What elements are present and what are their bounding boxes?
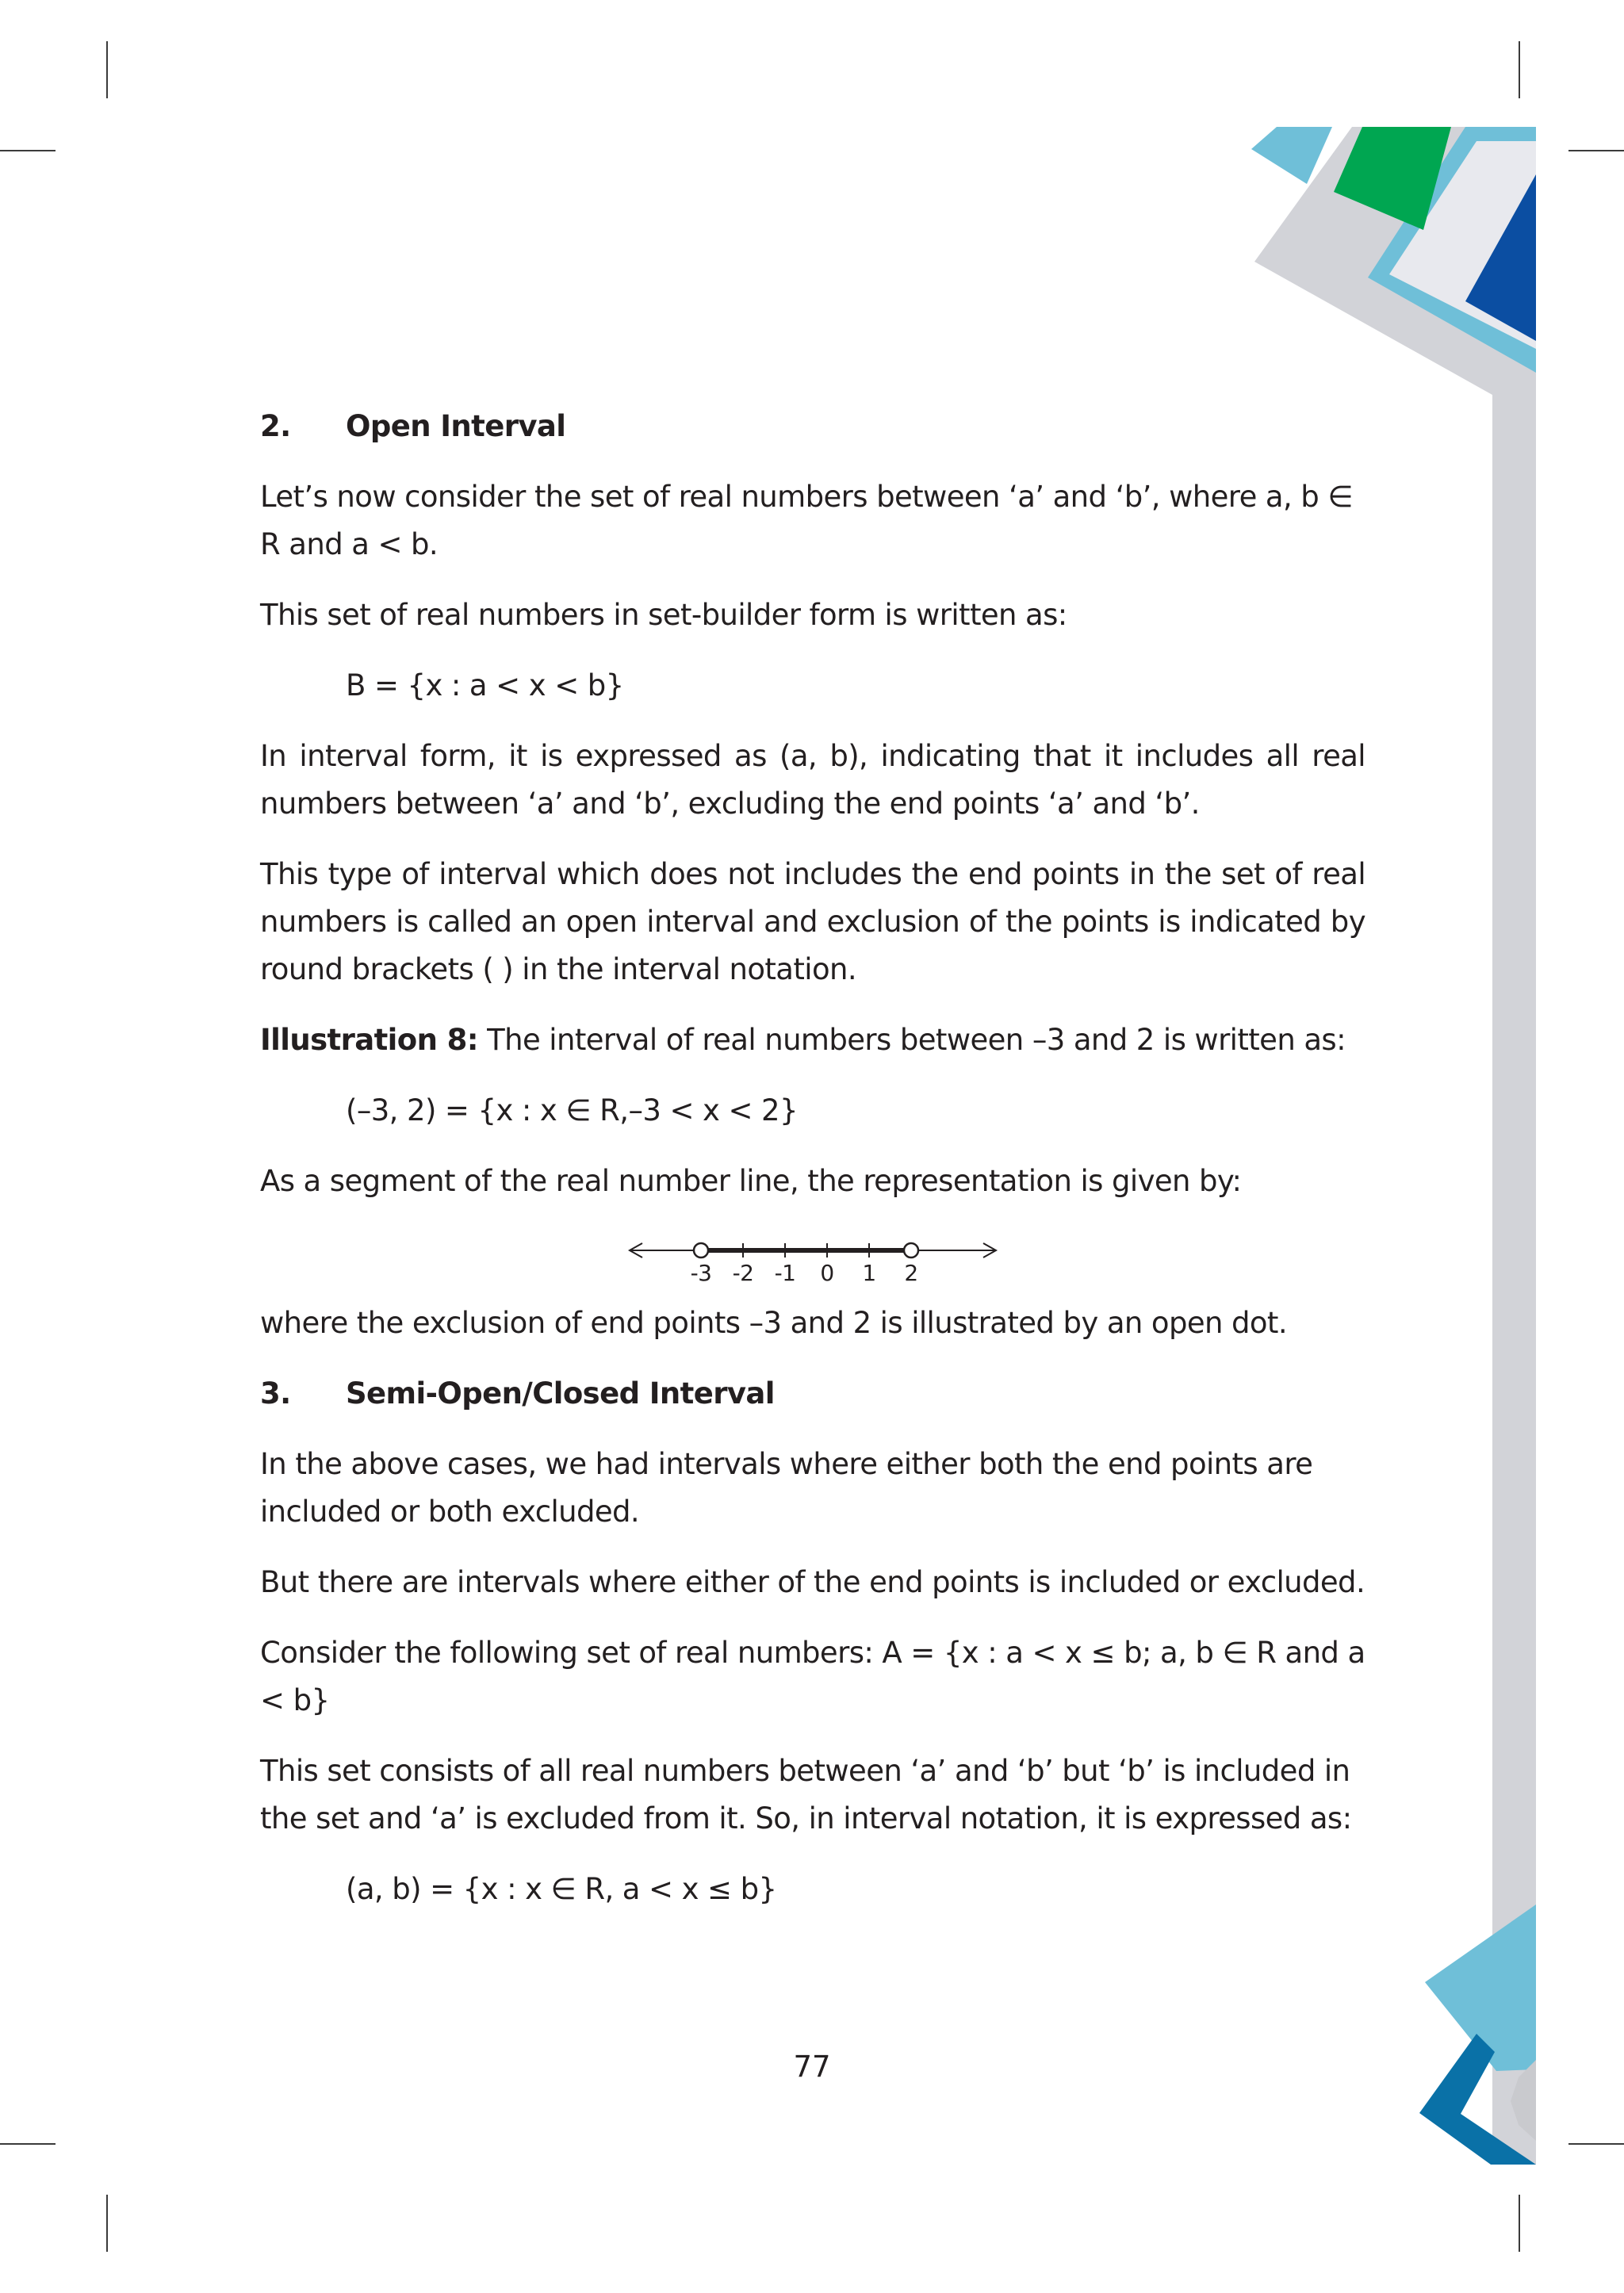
open-dot-endpoint bbox=[694, 1243, 708, 1258]
paragraph: This type of interval which does not includes the end points in the set of real numbers is called an open interval and exclusion of the points is indicated by round brackets ( ) in the interval notation. bbox=[260, 857, 1365, 986]
paragraph: This set of real numbers in set-builder form is written as: bbox=[260, 598, 1067, 632]
number-line-tick-label: -3 bbox=[690, 1260, 712, 1286]
section-number: 2. bbox=[260, 409, 291, 443]
number-line-diagram bbox=[260, 1228, 1365, 1292]
number-line-tick-label: 2 bbox=[904, 1260, 918, 1286]
page-number: 77 bbox=[793, 2050, 831, 2084]
illustration-text: The interval of real numbers between –3 and 2 is written as: bbox=[477, 1023, 1346, 1057]
formula: B = {x : a < x < b} bbox=[346, 668, 624, 702]
paragraph: In interval form, it is expressed as (a, b), indicating that it includes all real numbers between ‘a’ and ‘b’, excluding the end points ‘a’ and ‘b’. bbox=[260, 739, 1365, 821]
paragraph: Let’s now consider the set of real numbers between ‘a’ and ‘b’, where a, b ∈ R and a < b. bbox=[260, 480, 1353, 561]
paragraph: But there are intervals where either of the end points is included or excluded. bbox=[260, 1565, 1365, 1599]
number-line-tick-label: -2 bbox=[732, 1260, 754, 1286]
paragraph: This set consists of all real numbers between ‘a’ and ‘b’ but ‘b’ is included in the set and ‘a’ is excluded from it. So, in interval notation, it is expressed as: bbox=[260, 1754, 1352, 1836]
section-title: Semi-Open/Closed Interval bbox=[346, 1376, 775, 1411]
open-dot-endpoint bbox=[904, 1243, 918, 1258]
section-number: 3. bbox=[260, 1376, 291, 1411]
number-line-tick-label: 1 bbox=[862, 1260, 876, 1286]
illustration-label: Illustration 8: bbox=[260, 1023, 478, 1057]
formula: (–3, 2) = {x : x ∈ R,–3 < x < 2} bbox=[346, 1093, 798, 1127]
paragraph: Consider the following set of real numbers: A = {x : a < x ≤ b; a, b ∈ R and a < b} bbox=[260, 1636, 1365, 1717]
section-heading-open-interval bbox=[260, 403, 1365, 450]
paragraph: As a segment of the real number line, the representation is given by: bbox=[260, 1164, 1242, 1198]
right-grey-band bbox=[1492, 381, 1536, 2165]
page-content bbox=[260, 403, 1365, 1936]
section-heading-semi-open-interval bbox=[260, 1370, 1365, 1418]
formula: (a, b) = {x : x ∈ R, a < x ≤ b} bbox=[346, 1872, 777, 1906]
illustration-paragraph bbox=[260, 1016, 1365, 1064]
number-line-tick-label: -1 bbox=[774, 1260, 796, 1286]
section-title: Open Interval bbox=[346, 409, 566, 443]
paragraph: In the above cases, we had intervals where either both the end points are included or both excluded. bbox=[260, 1447, 1313, 1529]
number-line-tick-label: 0 bbox=[820, 1260, 834, 1286]
paragraph: where the exclusion of end points –3 and 2 is illustrated by an open dot. bbox=[260, 1306, 1287, 1340]
